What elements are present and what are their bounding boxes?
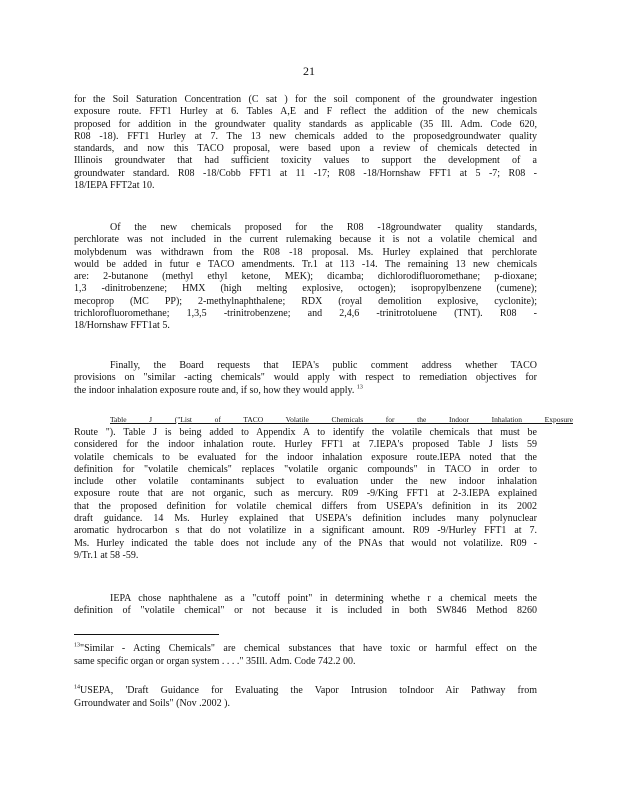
footnote-marker: 14 [74, 684, 80, 691]
text-line: groundwater standard. R08 -18/Cobb FFT1 at 11 -17; R08 -18/Hornshaw FFT1 at 5 -7; R08 - [74, 167, 537, 179]
text-line: definition of "volatile chemical" or not because it is included in both SW846 Method 8260 [74, 605, 537, 617]
text-line: definition for "volatile chemicals" replaces "volatile organic compounds" in TACO in order to [74, 463, 537, 475]
paragraph-naphthalene [74, 593, 537, 618]
footnote-marker: 13 [74, 642, 80, 649]
text-line: same specific organ or organ system . . . ." 35Ill. Adm. Code 742.2 00. [74, 656, 356, 667]
text-line: IEPA chose naphthalene as a "cutoff point" in determining whethe r a chemical meets the [110, 593, 537, 604]
text-line: trichlorofluoromethane; 1,3,5 -trinitrobenzene; and 2,4,6 -trinitrotoluene (TNT). R08 - [74, 308, 537, 320]
paragraph-similar-acting [74, 360, 537, 397]
text-line: Grroundwater and Soils" (Nov .2002 ). [74, 698, 231, 709]
paragraph-soil-saturation [74, 94, 537, 192]
footnote-13 [74, 642, 537, 668]
text-line: Finally, the Board requests that IEPA's public comment address whether TACO [110, 360, 537, 371]
text-line-content: the indoor inhalation exposure route and, if so, how they would apply. [74, 384, 355, 396]
text-line: mecoprop (MC PP); 2-methylnaphthalene; RDX (royal demolition explosive, cyclonite); [74, 295, 537, 307]
text-line: exposure route. FFT1 Hurley at 6. Tables A,E and F reflect the addition of the new chemicals [74, 106, 537, 118]
text-line: R08 -18). FFT1 Hurley at 7. The 13 new chemicals added to the proposedgroundwater quality [74, 130, 537, 142]
text-line: 18/IEPA FFT2at 10. [74, 180, 155, 192]
text-line: aromatic hydrocarbon s that do not volatilize in a significant amount. R09 -9/Hurley FFT1 at 7. [74, 525, 537, 537]
text-line: 9/Tr.1 at 58 -59. [74, 549, 139, 561]
page-number: 21 [303, 64, 315, 78]
text-line: standards, and now this TACO proposal, were based upon a review of chemicals detected in [74, 143, 537, 155]
footnote-14 [74, 684, 537, 710]
text-line: Illinois groundwater that had sufficient toxicity values to support the development of a [74, 155, 537, 167]
text-line-content: "Similar - Acting Chemicals" are chemical substances that have toxic or harmful effect on the [80, 643, 537, 654]
paragraph-new-chemicals [74, 222, 537, 333]
text-line: that the proposed definition for volatile chemical differs from USEPA's definition in its 2002 [74, 500, 537, 512]
text-line: include other volatile contaminants subject to evaluation under the new indoor inhalation [74, 476, 537, 488]
text-line: volatile chemicals to be evaluated for the indoor inhalation exposure route.IEPA noted that the [74, 451, 537, 463]
footnote-divider [74, 634, 219, 635]
text-line: 18/Hornshaw FFT1at 5. [74, 320, 170, 332]
text-line: perchlorate was not included in the current rulemaking because it is not a volatile chemical and [74, 234, 537, 246]
text-line: exposure route that are not organic, such as mercury. R09 -9/King FFT1 at 2-3.IEPA explained [74, 488, 537, 500]
text-line [74, 684, 537, 697]
text-line: are: 2-butanone (methyl ethyl ketone, MEK); dicamba; dichlorodifluoromethane; p-dioxane; [74, 271, 537, 283]
text-line: for the Soil Saturation Concentration (C sat ) for the soil component of the groundwater ingestion [74, 94, 537, 105]
text-line [74, 642, 537, 655]
paragraph-table-j [74, 427, 537, 562]
text-line: Of the new chemicals proposed for the R08 -18groundwater quality standards, [110, 222, 537, 233]
text-line: Route "). Table J is being added to Appendix A to identify the volatile chemicals that must be [74, 427, 537, 438]
text-line: draft guidance. 14 Ms. Hurley explained that USEPA's definition includes many polynuclear [74, 513, 537, 525]
text-line: provisions on "similar -acting chemicals" would apply with respect to remediation objectives for [74, 372, 537, 384]
table-j-heading: Table J ("List of TACO Volatile Chemicals for the Indoor Inhalation Exposure [110, 415, 573, 424]
text-line [74, 385, 537, 397]
text-line: Ms. Hurley indicated the table does not include any of the PNAs that would not volatilize. R09 - [74, 537, 537, 549]
text-line: considered for the indoor inhalation route. Hurley FFT1 at 7.IEPA's proposed Table J lists 59 [74, 439, 537, 451]
text-line: molybdenum was withdrawn from the R08 -18 proposal. Ms. Hurley explained that perchlorate [74, 246, 537, 258]
text-line: proposed for addition in the groundwater quality standards as applicable (35 Ill. Adm. Code 620, [74, 118, 537, 130]
text-line: 1,3 -dinitrobenzene; HMX (high melting explosive, octogen); isopropylbenzene (cumene); [74, 283, 537, 295]
text-line-content: USEPA, 'Draft Guidance for Evaluating the Vapor Intrusion toIndoor Air Pathway from [80, 685, 537, 696]
footnote-reference: 13 [356, 384, 363, 391]
text-line: would be added in futur e TACO amendments. Tr.1 at 113 -14. The remaining 13 new chemicals [74, 258, 537, 270]
